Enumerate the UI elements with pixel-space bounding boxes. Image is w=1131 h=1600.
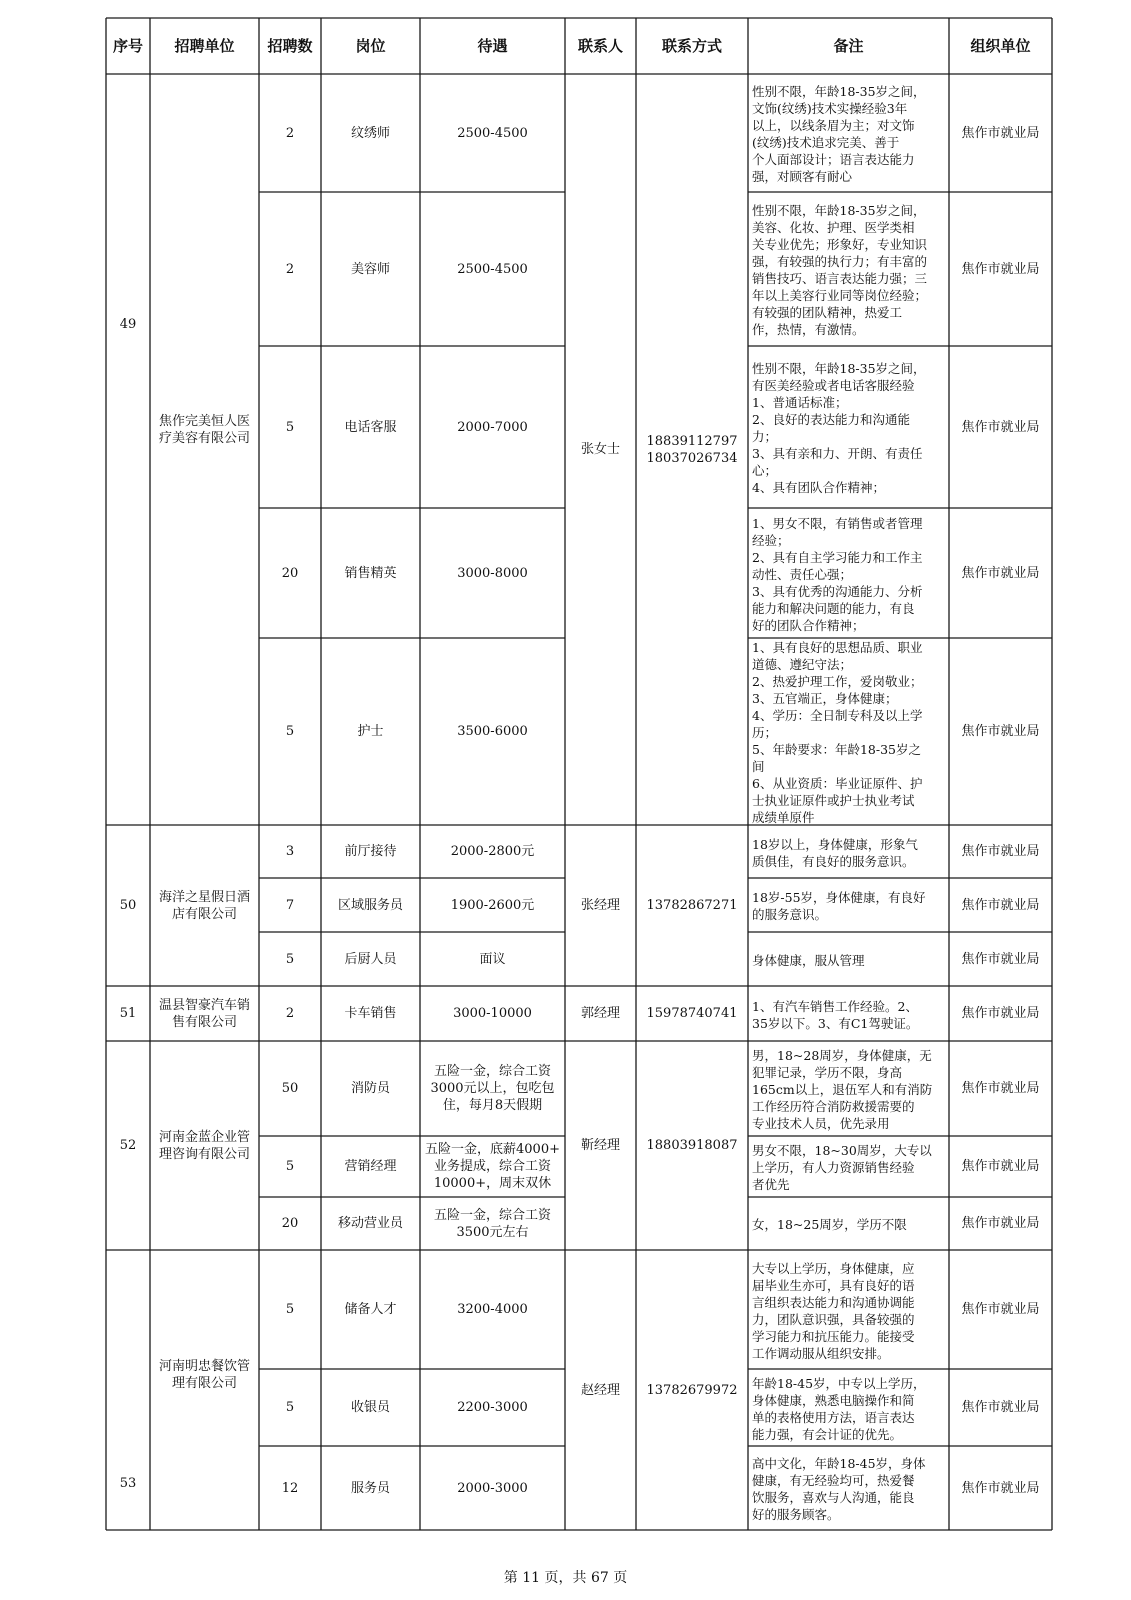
row-number-cell-text: 50 — [119, 898, 137, 913]
salary-cell-text: 2000-3000 — [457, 1480, 528, 1496]
headcount-cell — [259, 1250, 321, 1369]
position-cell — [321, 825, 420, 878]
salary-cell — [420, 1041, 565, 1136]
remarks-cell — [748, 932, 949, 986]
headcount-cell — [259, 986, 321, 1041]
headcount-cell — [259, 932, 321, 986]
row-number-cell — [106, 986, 150, 1041]
header-cell — [636, 18, 748, 74]
company-cell — [150, 825, 259, 986]
headcount-cell — [259, 192, 321, 346]
organizer-cell-text: 焦作市就业局 — [961, 1216, 1040, 1231]
headcount-cell — [259, 346, 321, 508]
position-cell-text: 前厅接待 — [344, 844, 397, 859]
remarks-cell-text: 1、有汽车销售工作经验。2、 35岁以下。3、有C1驾驶证。 — [752, 998, 919, 1031]
row-number-cell-text: 51 — [119, 1006, 137, 1021]
position-cell — [321, 932, 420, 986]
phone-cell — [636, 1041, 748, 1250]
position-cell — [321, 986, 420, 1041]
row-number-cell-text: 49 — [119, 316, 137, 332]
remarks-cell — [748, 1446, 949, 1530]
header-cell — [150, 18, 259, 74]
headcount-cell — [259, 825, 321, 878]
header-cell — [420, 18, 565, 74]
position-cell-text: 后厨人员 — [344, 951, 397, 967]
remarks-cell-text: 年龄18-45岁，中专以上学历， 身体健康，熟悉电脑操作和简 单的表格使用方法，语言表达 能力强，有会计证的优先。 — [752, 1375, 926, 1442]
organizer-cell-text: 焦作市就业局 — [961, 1480, 1040, 1496]
headcount-cell-text: 5 — [285, 1400, 295, 1415]
company-cell — [150, 1041, 259, 1250]
remarks-cell — [748, 346, 949, 508]
remarks-cell-text: 身体健康，服从管理 — [752, 952, 865, 968]
row-number-cell — [106, 825, 150, 986]
salary-cell-text: 3200-4000 — [457, 1302, 528, 1317]
position-cell-text: 区域服务员 — [337, 897, 403, 913]
row-number-cell-text: 52 — [119, 1138, 137, 1153]
organizer-cell-text: 焦作市就业局 — [961, 1400, 1040, 1415]
company-cell — [150, 986, 259, 1041]
headcount-cell — [259, 1041, 321, 1136]
salary-cell — [420, 192, 565, 346]
headcount-cell — [259, 74, 321, 192]
headcount-cell — [259, 1369, 321, 1446]
headcount-cell-text: 50 — [281, 1081, 299, 1096]
position-cell — [321, 1446, 420, 1530]
remarks-cell — [748, 1041, 949, 1136]
organizer-cell-text: 焦作市就业局 — [961, 1081, 1040, 1096]
header-cell — [259, 18, 321, 74]
contact-cell — [565, 74, 636, 825]
organizer-cell — [949, 825, 1052, 878]
company-cell — [150, 1330, 259, 1420]
header-cell-text: 联系人 — [577, 36, 623, 55]
header-cell-text: 序号 — [112, 36, 143, 55]
salary-cell — [420, 986, 565, 1041]
phone-cell-text: 13782679972 — [646, 1382, 738, 1398]
company-cell-text: 温县智豪汽车销售有限公司 — [158, 997, 250, 1030]
salary-cell — [420, 825, 565, 878]
remarks-cell — [748, 1197, 949, 1250]
remarks-cell — [748, 638, 949, 825]
headcount-cell-text: 5 — [285, 724, 295, 739]
remarks-cell — [748, 825, 949, 878]
position-cell-text: 移动营业员 — [337, 1216, 403, 1231]
remarks-cell — [748, 878, 949, 932]
remarks-cell-text: 男女不限，18~30周岁，大专以 上学历，有人力资源销售经验 者优先 — [752, 1143, 932, 1192]
header-cell-text: 岗位 — [355, 36, 386, 55]
remarks-cell-text: 性别不限，年龄18-35岁之间， 文饰(纹绣)技术实操经验3年 以上，以线条眉为主；对文饰 (纹绣)技术追求完美、善于 个人面部设计；语言表达能力 强，对顾客有耐心 — [752, 84, 926, 184]
remarks-cell — [748, 1250, 949, 1369]
position-cell — [321, 1041, 420, 1136]
remarks-cell — [748, 192, 949, 346]
remarks-cell — [748, 74, 949, 192]
position-cell — [321, 508, 420, 638]
header-cell — [949, 18, 1052, 74]
headcount-cell — [259, 1446, 321, 1530]
position-cell-text: 护士 — [357, 724, 384, 739]
remarks-cell — [748, 1136, 949, 1197]
organizer-cell-text: 焦作市就业局 — [961, 724, 1040, 739]
phone-cell — [636, 825, 748, 986]
salary-cell — [420, 1250, 565, 1369]
position-cell-text: 消防员 — [350, 1081, 390, 1096]
organizer-cell-text: 焦作市就业局 — [961, 1302, 1040, 1317]
salary-cell-text: 面议 — [479, 951, 506, 967]
phone-cell — [636, 1250, 748, 1530]
remarks-cell-text: 性别不限，年龄18-35岁之间， 美容、化妆、护理、医学类相 关专业优先；形象好，专业知识 强，有较强的执行力；有丰富的 销售技巧、语言表达能力强；三 年以上美容行业同等岗位经验； 有较强的团队精神，热爱工 作，热情，有激情。 — [752, 203, 928, 337]
organizer-cell-text: 焦作市就业局 — [961, 565, 1040, 581]
phone-cell — [636, 74, 748, 825]
header-cell — [106, 18, 150, 74]
remarks-cell — [748, 986, 949, 1041]
headcount-cell-text: 3 — [285, 844, 295, 859]
contact-cell-text: 张女士 — [580, 442, 620, 457]
salary-cell — [420, 1446, 565, 1530]
organizer-cell-text: 焦作市就业局 — [961, 125, 1040, 141]
contact-cell-text: 郭经理 — [580, 1006, 620, 1021]
headcount-cell-text: 20 — [281, 1216, 299, 1231]
headcount-cell-text: 12 — [281, 1480, 299, 1496]
remarks-cell-text: 18岁以上，身体健康，形象气 质俱佳，有良好的服务意识。 — [752, 836, 918, 869]
headcount-cell-text: 20 — [281, 565, 299, 581]
phone-cell — [636, 986, 748, 1041]
salary-cell-text: 五险一金，综合工资 3000元以上，包吃包 住，每月8天假期 — [430, 1064, 555, 1113]
organizer-cell — [949, 192, 1052, 346]
remarks-cell-text: 女，18~25周岁，学历不限 — [752, 1217, 907, 1232]
header-cell-text: 联系方式 — [661, 36, 722, 55]
salary-cell-text: 2000-7000 — [457, 419, 528, 435]
row-number-cell-text: 53 — [119, 1475, 137, 1491]
remarks-cell — [748, 508, 949, 638]
organizer-cell — [949, 986, 1052, 1041]
position-cell — [321, 1136, 420, 1197]
headcount-cell-text: 5 — [285, 1302, 295, 1317]
position-cell — [321, 638, 420, 825]
position-cell-text: 营销经理 — [344, 1159, 397, 1174]
organizer-cell — [949, 1446, 1052, 1530]
company-cell-text: 河南金蓝企业管理咨询有限公司 — [158, 1129, 250, 1162]
salary-cell-text: 2000-2800元 — [450, 844, 535, 859]
position-cell-text: 销售精英 — [344, 565, 397, 581]
salary-cell — [420, 346, 565, 508]
header-cell-text: 招聘单位 — [174, 36, 235, 55]
header-cell-text: 待遇 — [477, 36, 508, 55]
contact-cell-text: 赵经理 — [580, 1382, 620, 1398]
headcount-cell-text: 2 — [285, 1006, 295, 1021]
position-cell — [321, 878, 420, 932]
salary-cell-text: 2200-3000 — [457, 1400, 528, 1415]
contact-cell — [565, 825, 636, 986]
contact-cell — [565, 986, 636, 1041]
organizer-cell — [949, 74, 1052, 192]
salary-cell-text: 2500-4500 — [457, 125, 528, 141]
headcount-cell-text: 2 — [285, 261, 295, 277]
contact-cell-text: 靳经理 — [580, 1138, 620, 1153]
remarks-cell-text: 1、具有良好的思想品质、职业 道德、遵纪守法； 2、热爱护理工作，爱岗敬业； 3、五官端正，身体健康； 4、学历：全日制专科及以上学 历； 5、年龄要求：年龄18-35岁之 间 6、从业资质：毕业证原件、护 士执业证原件或护士执业考试 成绩单原件 — [752, 640, 923, 825]
salary-cell-text: 3000-8000 — [457, 565, 528, 581]
salary-cell — [420, 1136, 565, 1197]
headcount-cell — [259, 638, 321, 825]
headcount-cell — [259, 878, 321, 932]
header-cell — [565, 18, 636, 74]
position-cell — [321, 1197, 420, 1250]
salary-cell-text: 2500-4500 — [457, 261, 528, 277]
remarks-cell-text: 18岁-55岁，身体健康，有良好 的服务意识。 — [752, 890, 926, 922]
company-cell — [150, 380, 259, 480]
position-cell-text: 美容师 — [350, 261, 390, 277]
organizer-cell-text: 焦作市就业局 — [961, 1159, 1040, 1174]
position-cell — [321, 346, 420, 508]
salary-cell-text: 3500-6000 — [457, 724, 528, 739]
salary-cell — [420, 1197, 565, 1250]
row-number-cell — [106, 1436, 150, 1530]
salary-cell — [420, 878, 565, 932]
row-number-cell — [106, 1041, 150, 1250]
organizer-cell-text: 焦作市就业局 — [961, 261, 1040, 277]
organizer-cell — [949, 1136, 1052, 1197]
header-cell-text: 组织单位 — [970, 36, 1031, 55]
header-cell-text: 招聘数 — [267, 36, 313, 55]
salary-cell — [420, 932, 565, 986]
remarks-cell-text: 大专以上学历，身体健康，应 届毕业生亦可，具有良好的语 言组织表达能力和沟通协调能 力，团队意识强，具备较强的 学习能力和抗压能力。能接受 工作调动服从组织安排。 — [752, 1260, 915, 1361]
headcount-cell — [259, 1136, 321, 1197]
position-cell — [321, 1369, 420, 1446]
headcount-cell-text: 5 — [285, 951, 295, 967]
remarks-cell-text: 高中文化，年龄18-45岁，身体 健康，有无经验均可，热爱餐 饮服务，喜欢与人沟通，能良 好的服务顾客。 — [752, 1456, 926, 1522]
remarks-cell-text: 男，18~28周岁，身体健康，无 犯罪记录，学历不限，身高 165cm以上，退伍军人和有消防 工作经历符合消防救援需要的 专业技术人员，优先录用 — [752, 1048, 933, 1131]
remarks-cell-text: 1、男女不限，有销售或者管理 经验； 2、具有自主学习能力和工作主 动性、责任心强； 3、具有优秀的沟通能力、分析 能力和解决问题的能力，有良 好的团队合作精神； — [752, 515, 923, 633]
organizer-cell — [949, 1041, 1052, 1136]
organizer-cell-text: 焦作市就业局 — [961, 1006, 1040, 1021]
header-cell — [748, 18, 949, 74]
organizer-cell-text: 焦作市就业局 — [961, 951, 1040, 967]
organizer-cell — [949, 932, 1052, 986]
contact-cell-text: 张经理 — [580, 898, 620, 913]
organizer-cell — [949, 346, 1052, 508]
phone-cell-text: 18839112797 18037026734 — [646, 433, 738, 466]
company-cell-text: 海洋之星假日酒店有限公司 — [158, 889, 250, 922]
salary-cell — [420, 1369, 565, 1446]
row-number-cell — [106, 270, 150, 378]
organizer-cell-text: 焦作市就业局 — [961, 897, 1040, 913]
salary-cell-text: 1900-2600元 — [450, 897, 535, 913]
organizer-cell-text: 焦作市就业局 — [961, 419, 1040, 435]
remarks-cell-text: 性别不限，年龄18-35岁之间， 有医美经验或者电话客服经验 1、普通话标准； 2、良好的表达能力和沟通能 力； 3、具有亲和力、开朗、有责任 心； 4、具有团队合作精神； — [752, 361, 926, 495]
position-cell — [321, 192, 420, 346]
headcount-cell-text: 2 — [285, 125, 295, 141]
headcount-cell-text: 5 — [285, 419, 295, 435]
company-cell-text: 河南明忠餐饮管理有限公司 — [158, 1359, 250, 1391]
remarks-cell — [748, 1369, 949, 1446]
salary-cell-text: 3000-10000 — [453, 1006, 532, 1021]
salary-cell — [420, 74, 565, 192]
organizer-cell — [949, 1250, 1052, 1369]
salary-cell — [420, 638, 565, 825]
phone-cell-text: 15978740741 — [646, 1006, 738, 1021]
position-cell-text: 卡车销售 — [344, 1006, 397, 1021]
salary-cell-text: 五险一金，底薪4000+ 业务提成，综合工资 10000+，周末双休 — [425, 1142, 560, 1191]
position-cell — [321, 74, 420, 192]
organizer-cell — [949, 508, 1052, 638]
phone-cell-text: 13782867271 — [646, 898, 738, 913]
position-cell-text: 电话客服 — [344, 419, 397, 435]
position-cell — [321, 1250, 420, 1369]
company-cell-text: 焦作完美恒人医疗美容有限公司 — [158, 414, 250, 446]
position-cell-text: 服务员 — [350, 1480, 390, 1496]
salary-cell — [420, 508, 565, 638]
organizer-cell — [949, 1369, 1052, 1446]
organizer-cell — [949, 878, 1052, 932]
headcount-cell-text: 5 — [285, 1159, 295, 1174]
position-cell-text: 储备人才 — [344, 1302, 397, 1317]
phone-cell-text: 18803918087 — [646, 1138, 738, 1153]
contact-cell — [565, 1250, 636, 1530]
organizer-cell — [949, 638, 1052, 825]
header-cell-text: 备注 — [833, 36, 864, 55]
header-cell — [321, 18, 420, 74]
headcount-cell — [259, 1197, 321, 1250]
contact-cell — [565, 1041, 636, 1250]
salary-cell-text: 五险一金，综合工资 3500元左右 — [433, 1207, 551, 1240]
organizer-cell-text: 焦作市就业局 — [961, 844, 1040, 859]
page-footer: 第 11 页，共 67 页 — [503, 1570, 628, 1586]
headcount-cell-text: 7 — [285, 897, 295, 913]
position-cell-text: 纹绣师 — [350, 125, 390, 141]
headcount-cell — [259, 508, 321, 638]
organizer-cell — [949, 1197, 1052, 1250]
position-cell-text: 收银员 — [350, 1400, 390, 1415]
